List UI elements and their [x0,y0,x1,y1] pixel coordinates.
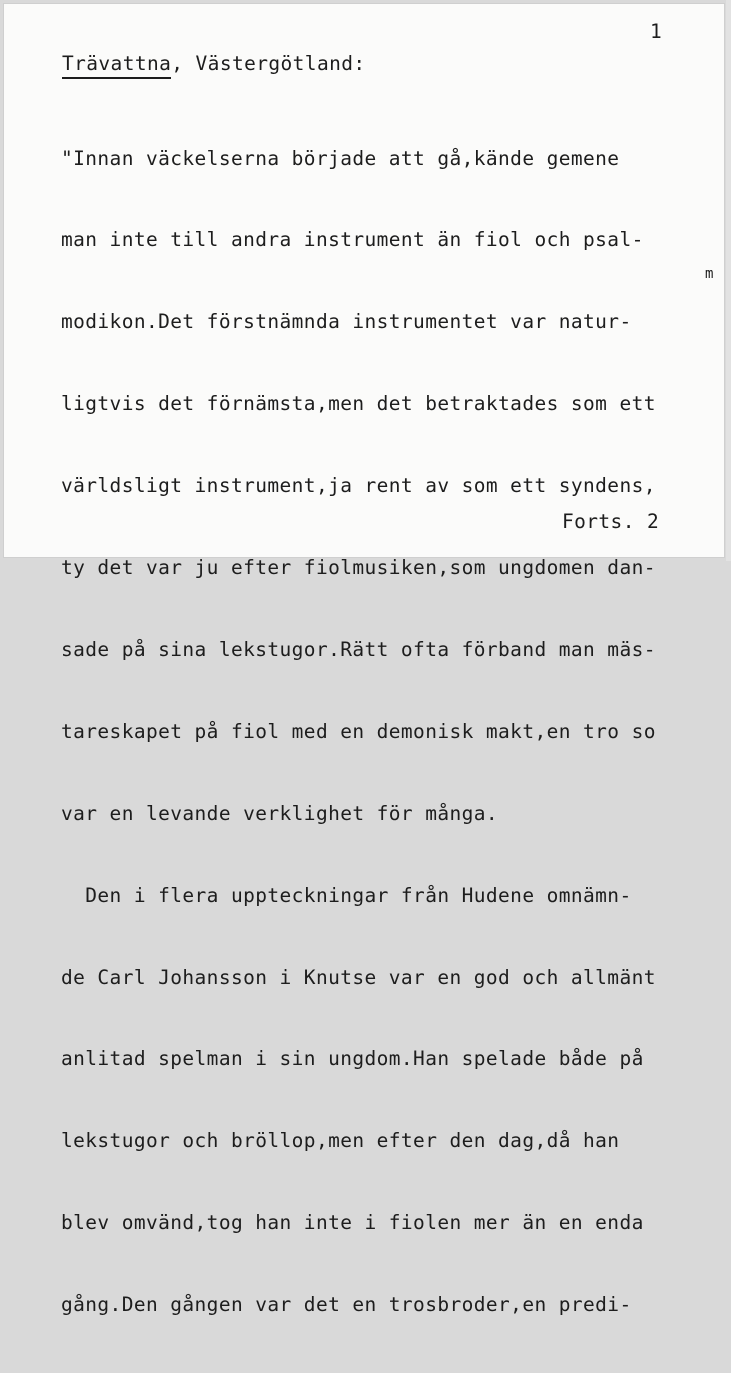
text-line: var en levande verklighet för många. [61,801,499,825]
text-line: ty det var ju efter fiolmusiken,som ungdomen dan- [61,556,656,580]
heading-place: Trävattna [62,52,171,79]
body-text [61,90,656,1373]
heading [62,52,366,75]
handwritten-insertion: m [705,266,714,282]
text-line: modikon.Det förstnämnda instrumentet var natur- [61,310,632,334]
text-line: "Innan väckelserna började att gå,kände gemene [61,146,620,170]
page-number: 1 [650,20,663,43]
text-line: ligtvis det förnämsta,men det betraktades som ett [61,392,656,416]
text-line: de Carl Johansson i Knutse var en god och allmänt [61,965,656,989]
text-line: gång.Den gången var det en trosbroder,en predi- [61,1293,632,1317]
text-line: världsligt instrument,ja rent av som ett syndens, [61,474,656,498]
text-line: lekstugor och bröllop,men efter den dag,då han [61,1129,620,1153]
document-page [4,4,724,1317]
text-line: tareskapet på fiol med en demonisk makt,en tro so [61,719,656,743]
page-edge [726,0,731,561]
text-line: man inte till andra instrument än fiol och psal- [61,228,644,252]
text-line: Den i flera uppteckningar från Hudene omnämn- [61,883,632,907]
text-line: sade på sina lekstugor.Rätt ofta förband man mäs- [61,637,656,661]
text-line: blev omvänd,tog han inte i fiolen mer än en enda [61,1211,644,1235]
heading-region: , Västergötland: [171,52,366,75]
text-line: anlitad spelman i sin ungdom.Han spelade både på [61,1047,644,1071]
continuation-note: Forts. 2 [562,510,660,533]
